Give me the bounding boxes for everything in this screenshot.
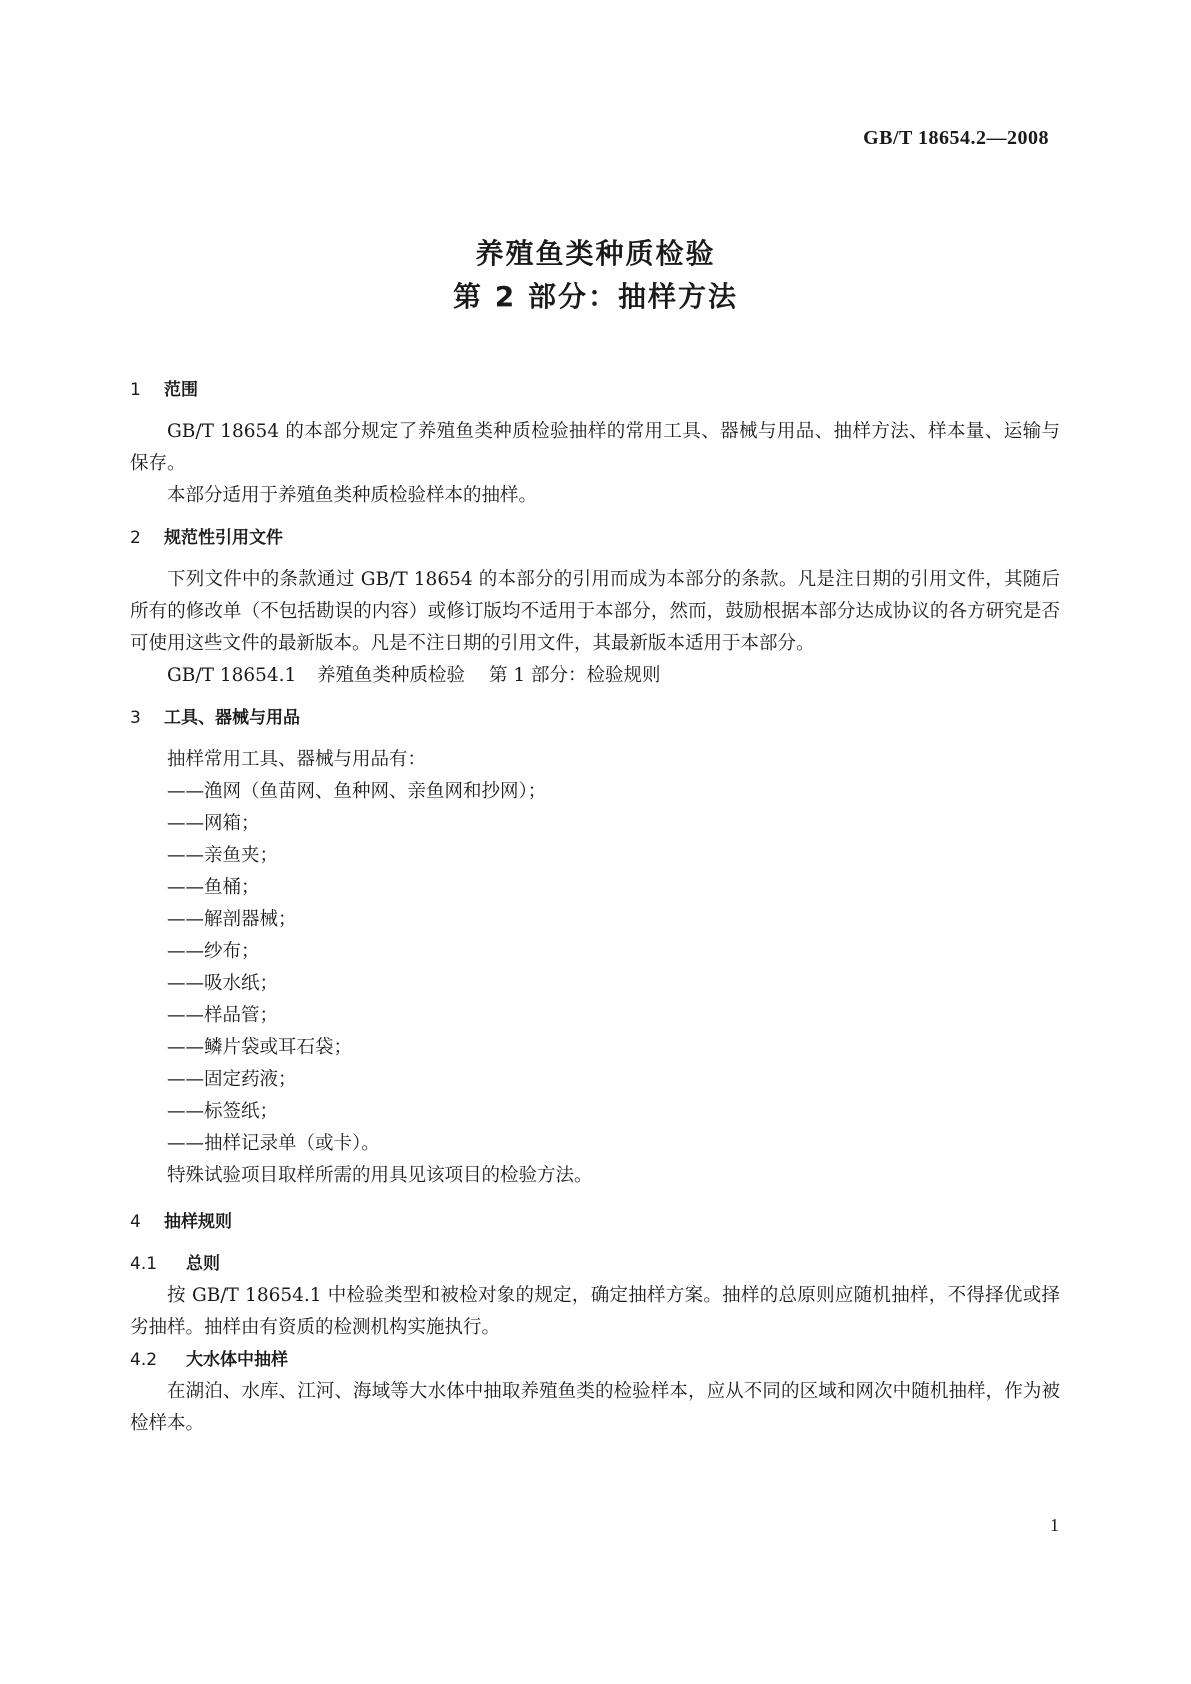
list-item: ——网箱； bbox=[167, 813, 260, 834]
list-item: ——抽样记录单（或卡）。 bbox=[167, 1133, 380, 1154]
section-number: 1 bbox=[130, 380, 141, 400]
section-title: 抽样规则 bbox=[164, 1212, 232, 1232]
section-title: 规范性引用文件 bbox=[164, 528, 283, 548]
list-item: ——吸水纸； bbox=[167, 973, 279, 994]
section-1-heading bbox=[130, 372, 1060, 408]
section-1-paragraph-1: GB/T 18654 的本部分规定了养殖鱼类种质检验抽样的常用工具、器械与用品、抽样方法、样本量、运输与保存。 bbox=[130, 421, 1060, 474]
list-item: ——渔网（鱼苗网、鱼种网、亲鱼网和抄网）； bbox=[167, 781, 547, 802]
section-number: 2 bbox=[130, 528, 141, 548]
section-1-paragraph-2: 本部分适用于养殖鱼类种质检验样本的抽样。 bbox=[167, 485, 538, 506]
list-item: ——鳞片袋或耳石袋； bbox=[167, 1037, 353, 1058]
list-item: ——标签纸； bbox=[167, 1101, 279, 1122]
list-item: ——解剖器械； bbox=[167, 909, 297, 930]
section-number: 4 bbox=[130, 1212, 141, 1232]
list-item: ——纱布； bbox=[167, 941, 260, 962]
list-item: ——亲鱼夹； bbox=[167, 845, 279, 866]
reference-title: 养殖鱼类种质检验 bbox=[317, 665, 466, 686]
equipment-list bbox=[130, 776, 1060, 1160]
subsection-4-1-paragraph: 按 GB/T 18654.1 中检验类型和被检对象的规定，确定抽样方案。抽样的总原则应随机抽样，不得择优或择劣抽样。抽样由有资质的检测机构实施执行。 bbox=[130, 1285, 1060, 1338]
normative-reference bbox=[130, 660, 1060, 692]
list-item: ——鱼桶； bbox=[167, 877, 260, 898]
document-subtitle: 第 2 部分：抽样方法 bbox=[453, 280, 738, 313]
subsection-4-1-heading bbox=[130, 1248, 1060, 1280]
subsection-number: 4.1 bbox=[130, 1254, 158, 1274]
subsection-title: 大水体中抽样 bbox=[186, 1350, 288, 1370]
subsection-title: 总则 bbox=[186, 1254, 220, 1274]
list-item: ——样品管； bbox=[167, 1005, 279, 1026]
section-title: 范围 bbox=[164, 380, 198, 400]
section-3-heading bbox=[130, 700, 1060, 736]
page-number: 1 bbox=[1050, 1515, 1059, 1535]
subsection-4-2-paragraph: 在湖泊、水库、江河、海域等大水体中抽取养殖鱼类的检验样本，应从不同的区域和网次中随机抽样，作为被检样本。 bbox=[130, 1381, 1060, 1434]
list-item: ——固定药液； bbox=[167, 1069, 297, 1090]
standard-number: GB/T 18654.2—2008 bbox=[863, 127, 1049, 149]
reference-code: GB/T 18654.1 bbox=[167, 665, 297, 686]
subsection-number: 4.2 bbox=[130, 1350, 158, 1370]
section-title: 工具、器械与用品 bbox=[164, 708, 300, 728]
document-title: 养殖鱼类种质检验 bbox=[475, 237, 716, 270]
section-number: 3 bbox=[130, 708, 141, 728]
section-3-intro: 抽样常用工具、器械与用品有： bbox=[167, 749, 427, 770]
reference-part: 第 1 部分：检验规则 bbox=[489, 665, 661, 686]
section-4-heading bbox=[130, 1204, 1060, 1240]
section-3-outro: 特殊试验项目取样所需的用具见该项目的检验方法。 bbox=[167, 1165, 593, 1186]
document-body bbox=[130, 372, 1060, 1440]
section-2-heading bbox=[130, 520, 1060, 556]
section-2-paragraph: 下列文件中的条款通过 GB/T 18654 的本部分的引用而成为本部分的条款。凡是注日期的引用文件，其随后所有的修改单（不包括勘误的内容）或修订版均不适用于本部分，然而，鼓励根据本部分达成协议的各方研究是否可使用这些文件的最新版本。凡是不注日期的引用文件，其最新版本适用于本部分。 bbox=[130, 569, 1060, 654]
subsection-4-2-heading bbox=[130, 1344, 1060, 1376]
